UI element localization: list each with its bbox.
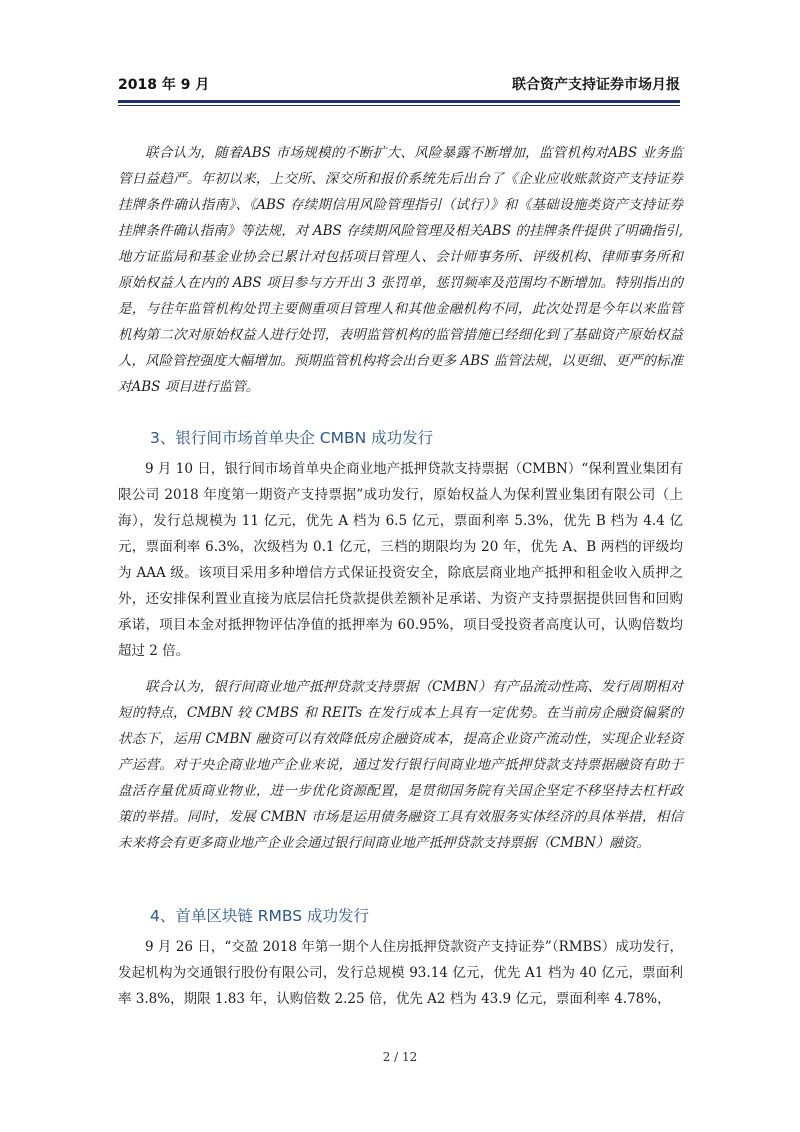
commentary-paragraph: 联合认为，银行间商业地产抵押贷款支持票据（CMBN）有产品流动性高、发行周期相对短的特点，CMBN 较 CMBS 和 REITs 在发行成本上具有一定优势。在当前房企融资偏紧的状态下，运用 CMBN 融资可以有效降低房企融资成本，提高企业资产流动性，实现企业轻资产运营。对于央企商业地产企业来说，通过发行银行间商业地产抵押贷款支持票据融资有助于盘活存量优质商业物业，进一步优化资源配置，是贯彻国务院有关国企坚定不移坚持去杠杆政策的举措。同时，发展 CMBN 市场是运用债务融资工具有效服务实体经济的具体举措，相信未来将会有更多商业地产企业会通过银行间商业地产抵押贷款支持票据（CMBN）融资。 [118, 679, 683, 851]
section-heading-3: 3、银行间市场首单央企 CMBN 成功发行 [150, 429, 434, 447]
header-report-title: 联合资产支持证券市场月报 [512, 77, 680, 93]
header-rule-thin [118, 105, 680, 106]
commentary-block-2 [118, 674, 683, 856]
body-paragraph: 9 月 26 日，“交盈 2018 年第一期个人住房抵押贷款资产支持证券”（RMBS）成功发行，发起机构为交通银行股份有限公司，发行总规模 93.14 亿元，优先 A1 档为 40 亿元，票面利率 3.8%，期限 1.83 年，认购倍数 2.25 倍，优先 A2 档为 43.9 亿元，票面利率 4.78%， [118, 939, 683, 1007]
commentary-block-1 [118, 140, 683, 400]
header-rule [118, 100, 680, 103]
commentary-paragraph: 联合认为，随着ABS 市场规模的不断扩大、风险暴露不断增加，监管机构对ABS 业务监管日益趋严。年初以来，上交所、深交所和报价系统先后出台了《企业应收账款资产支持证券挂牌条件确认指南》、《ABS 存续期信用风险管理指引（试行）》和《基础设施类资产支持证券挂牌条件确认指南》等法规，对 ABS 存续期风险管理及相关ABS 的挂牌条件提供了明确指引,地方证监局和基金业协会已累计对包括项目管理人、会计师事务所、评级机构、律师事务所和原始权益人在内的 ABS 项目参与方开出 3 张罚单，惩罚频率及范围均不断增加。特别指出的是，与往年监管机构处罚主要侧重项目管理人和其他金融机构不同，此次处罚是今年以来监管机构第二次对原始权益人进行处罚，表明监管机构的监管措施已经细化到了基础资产原始权益人，风险管控强度大幅增加。预期监管机构将会出台更多 ABS 监管法规，以更细、更严的标准对ABS 项目进行监管。 [118, 145, 683, 395]
section-heading-4: 4、首单区块链 RMBS 成功发行 [150, 907, 370, 925]
body-block-cmbn [118, 456, 683, 664]
body-paragraph: 9 月 10 日，银行间市场首单央企商业地产抵押贷款支持票据（CMBN）“保利置业集团有限公司 2018 年度第一期资产支持票据”成功发行，原始权益人为保利置业集团有限公司（上海），发行总规模为 11 亿元，优先 A 档为 6.5 亿元，票面利率 5.3%，优先 B 档为 4.4 亿元，票面利率 6.3%，次级档为 0.1 亿元，三档的期限均为 20 年，优先 A、B 两档的评级均为 AAA 级。该项目采用多种增信方式保证投资安全，除底层商业地产抵押和租金收入质押之外，还安排保利置业直接为底层信托贷款提供差额补足承诺、为资产支持票据提供回售和回购承诺，项目本金对抵押物评估净值的抵押率为 60.95%，项目受投资者高度认可，认购倍数均超过 2 倍。 [118, 461, 683, 659]
body-block-rmbs [118, 934, 683, 1012]
header-date: 2018 年 9 月 [118, 77, 210, 93]
page-number: 2 / 12 [382, 1050, 418, 1064]
